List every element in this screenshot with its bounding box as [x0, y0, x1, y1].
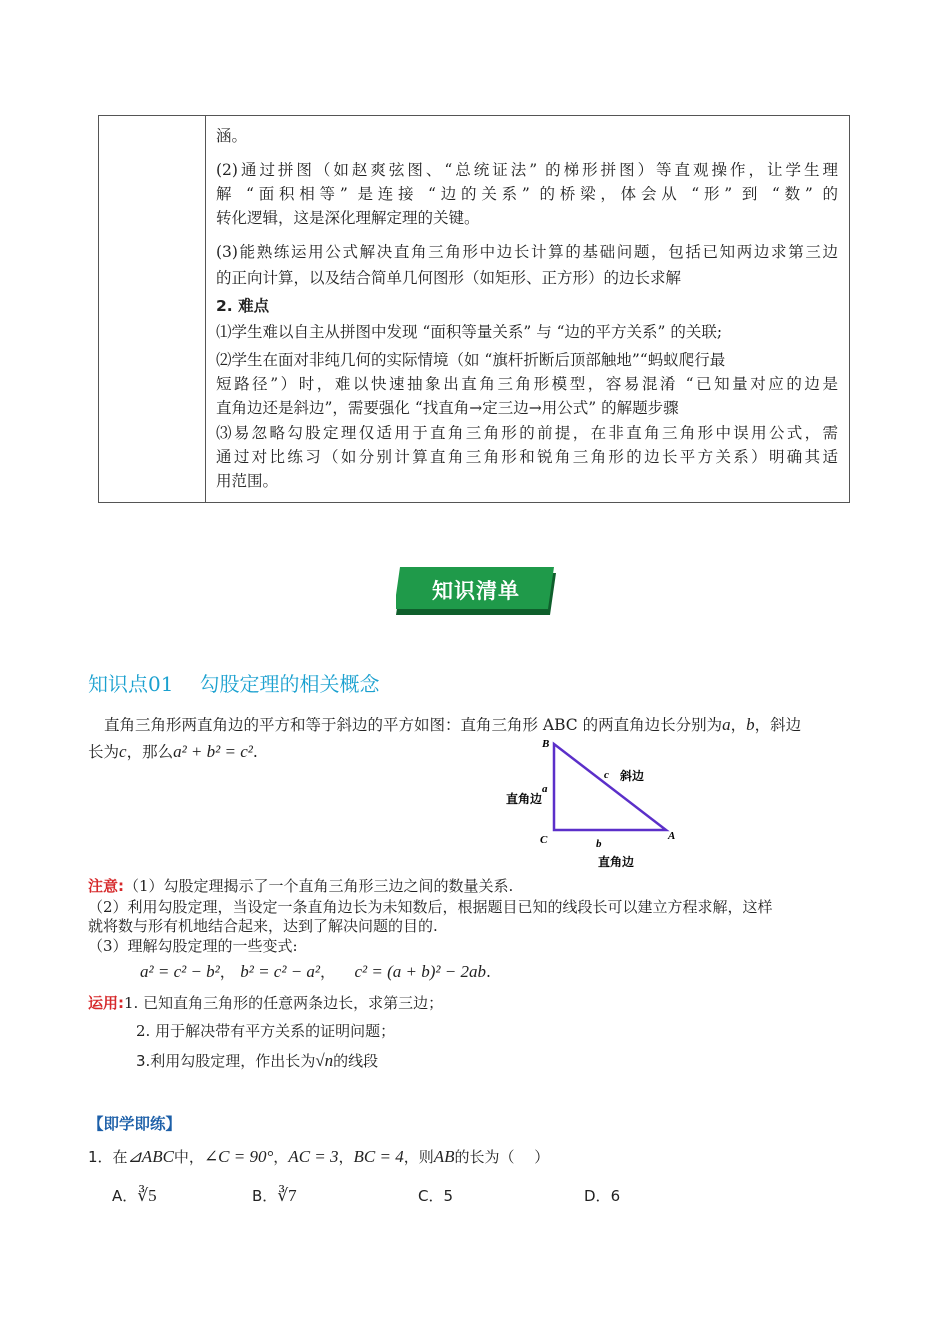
- practice-title: 【即学即练】: [88, 1115, 182, 1133]
- usage-2: 2. 用于解决带有平方关系的证明问题；: [136, 1022, 396, 1040]
- note-label: 注意:: [88, 877, 124, 895]
- section-title: 勾股定理的相关概念: [199, 672, 380, 696]
- vertex-c-label: C: [540, 834, 548, 846]
- usage-label: 运用:: [88, 994, 124, 1012]
- option-c[interactable]: [418, 1184, 453, 1208]
- difficulty-3-line2: 通过对比练习（如分别计算直角三角形和锐角三角形的边长平方关系）明确其适: [216, 448, 838, 466]
- leg-left-label: 直角边: [506, 792, 543, 806]
- var-c: c: [119, 742, 127, 761]
- question-1: [88, 1145, 549, 1169]
- table-text-continuation: 涵。: [216, 127, 248, 145]
- note-2-line2: 就将数与形有机地结合起来，达到了解决问题的目的.: [88, 917, 438, 935]
- intro-comma: ，: [730, 716, 747, 734]
- table-point2-line2: 解 “面积相等” 是连接 “边的关系” 的桥梁，体会从 “形” 到 “数” 的: [216, 185, 838, 203]
- difficulty-heading: 2. 难点: [216, 297, 270, 315]
- q1-ab: AB: [433, 1147, 455, 1166]
- note-2-line1: （2）利用勾股定理，当设定一条直角边长为未知数后，根据题目已知的线段长可以建立方程求解，这样: [88, 898, 773, 916]
- side-b-label: b: [596, 838, 602, 850]
- vertex-a-label: A: [668, 830, 676, 842]
- option-a-label: A．: [112, 1187, 138, 1205]
- intro-text-3: 长为: [88, 743, 120, 761]
- note-3: （3）理解勾股定理的一些变式:: [88, 937, 298, 955]
- q1-bc: BC = 4: [353, 1147, 404, 1166]
- leg-bottom-label: 直角边: [598, 855, 635, 869]
- q1-angle: ∠C = 90°: [203, 1147, 274, 1166]
- formula-sep-1: ，: [219, 963, 236, 981]
- variant-formula-2: b² = c² − a²: [240, 962, 321, 981]
- q1-text-e: ，则: [403, 1148, 434, 1166]
- difficulty-2-line3: 直角边还是斜边”，需要强化 “找直角→定三边→用公式” 的解题步骤: [216, 399, 679, 417]
- var-b: b: [746, 715, 755, 734]
- q1-sep-1: ，: [273, 1148, 289, 1166]
- section-heading: [88, 668, 379, 697]
- option-b-label: B．: [252, 1187, 278, 1205]
- option-d-label: D．: [584, 1187, 611, 1205]
- option-d-value: 6: [610, 1187, 621, 1205]
- usage-3-tail: 的线段: [333, 1052, 379, 1070]
- q1-sep-2: ，: [338, 1148, 354, 1166]
- vertex-b-label: B: [542, 738, 550, 750]
- intro-text-2: ，斜边: [754, 716, 802, 734]
- var-a: a: [722, 715, 731, 734]
- q1-triangle: ⊿ABC: [127, 1147, 174, 1166]
- difficulty-3-line3: 用范围。: [216, 472, 279, 490]
- table-point2-line3: 转化逻辑，这是深化理解定理的关键。: [216, 209, 480, 227]
- sqrt-n: √n: [315, 1051, 334, 1070]
- variant-formula-3: c² = (a + b)² − 2ab: [354, 962, 486, 981]
- intro-text-4: ，那么: [126, 743, 174, 761]
- pythagorean-formula: a² + b² = c²: [173, 742, 253, 761]
- intro-line1: [104, 713, 801, 737]
- q1-ac: AC = 3: [288, 1147, 339, 1166]
- triangle-shape: [554, 744, 666, 830]
- difficulty-2-line2: 短路径”）时，难以快速抽象出直角三角形模型，容易混淆 “已知量对应的边是: [216, 375, 838, 393]
- note-1: （1）勾股定理揭示了一个直角三角形三边之间的数量关系.: [124, 877, 514, 895]
- difficulty-3-line1: ⑶易忽略勾股定理仅适用于直角三角形的前提，在非直角三角形中误用公式，需: [216, 424, 838, 442]
- option-b-value: ∛7: [277, 1186, 297, 1205]
- table-column-divider: [205, 115, 206, 503]
- usage-line1: [88, 991, 443, 1015]
- q1-text-b: 中，: [173, 1148, 204, 1166]
- variant-formula-1: a² = c² − b²: [140, 962, 220, 981]
- intro-text-1: 直角三角形两直角边的平方和等于斜边的平方如图：直角三角形 ABC 的两直角边长分别为: [104, 716, 723, 734]
- option-c-value: 5: [443, 1187, 454, 1205]
- usage-line3: [136, 1049, 378, 1073]
- option-b[interactable]: [252, 1184, 297, 1208]
- question-number: 1．: [88, 1148, 113, 1166]
- side-a-label: a: [542, 783, 548, 795]
- q1-text-f: 的长为（ ）: [454, 1148, 550, 1166]
- intro-line2: [88, 740, 258, 764]
- banner-label: 知识清单: [432, 579, 520, 603]
- side-c-label: c: [604, 769, 609, 781]
- table-point2-line1: (2)通过拼图（如赵爽弦图、“总统证法” 的梯形拼图）等直观操作，让学生理: [216, 161, 838, 179]
- usage-3-text: 3.利用勾股定理，作出长为: [136, 1052, 316, 1070]
- hypotenuse-label: 斜边: [620, 769, 645, 783]
- option-a-value: ∛5: [137, 1186, 157, 1205]
- option-d[interactable]: [584, 1184, 620, 1208]
- usage-1: 1. 已知直角三角形的任意两条边长，求第三边；: [124, 994, 444, 1012]
- option-c-label: C．: [418, 1187, 444, 1205]
- intro-period: .: [252, 743, 258, 761]
- formula-variants: [140, 960, 491, 984]
- section-number: 知识点01: [88, 672, 174, 696]
- formula-sep-2: ，: [320, 963, 336, 981]
- table-point3-line2: 的正向计算，以及结合简单几何图形（如矩形、正方形）的边长求解: [216, 269, 682, 287]
- q1-text-a: 在: [112, 1148, 128, 1166]
- right-triangle-figure: [500, 732, 690, 872]
- formula-end: .: [485, 963, 491, 981]
- table-point3-line1: (3)能熟练运用公式解决直角三角形中边长计算的基础问题，包括已知两边求第三边: [216, 243, 838, 261]
- option-a[interactable]: [112, 1184, 157, 1208]
- difficulty-1: ⑴学生难以自主从拼图中发现 “面积等量关系” 与 “边的平方关系” 的关联;: [216, 323, 723, 341]
- difficulty-2-line1: ⑵学生在面对非纯几何的实际情境（如 “旗杆折断后顶部触地”“蚂蚁爬行最: [216, 351, 726, 369]
